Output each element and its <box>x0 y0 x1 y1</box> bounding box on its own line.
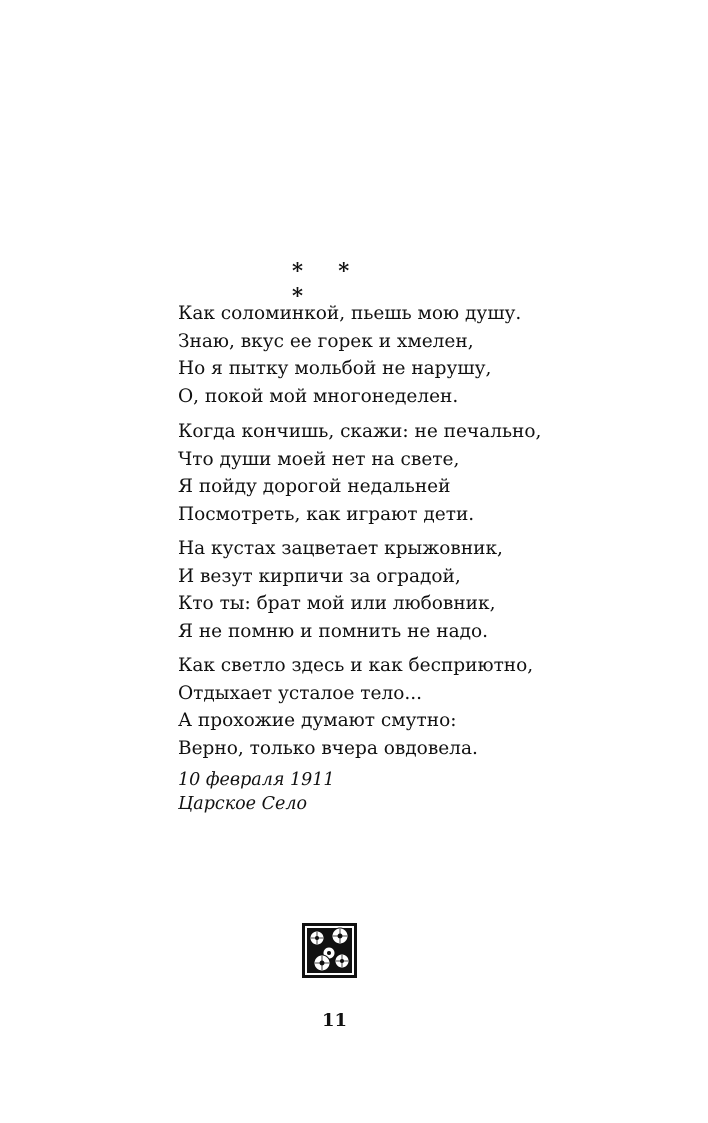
poem-line: Как светло здесь и как бесприютно, <box>178 655 534 676</box>
poem-line: Верно, только вчера овдовела. <box>178 737 478 759</box>
poem-dateline <box>178 768 335 816</box>
poem-line: Посмотреть, как играют дети. <box>178 503 475 525</box>
page-number: 11 <box>322 1010 348 1031</box>
floral-ornament-icon <box>302 923 357 978</box>
poem-line: Я не помню и помнить не надо. <box>178 620 489 642</box>
poem-line: Я пойду дорогой недальней <box>178 476 451 497</box>
poem-line: Отдыхает усталое тело... <box>178 682 422 704</box>
poem-line: Кто ты: брат мой или любовник, <box>178 593 496 614</box>
stanza-1 <box>178 300 638 410</box>
poem-line: И везут кирпичи за оградой, <box>178 565 461 587</box>
poem-line: Когда кончишь, скажи: не печально, <box>178 421 542 442</box>
poem-line: А прохожие думают смутно: <box>178 710 457 731</box>
poem-line: Как соломинкой, пьешь мою душу. <box>178 303 522 324</box>
poem-line: На кустах зацветает крыжовник, <box>178 538 503 559</box>
poem-line: Но я пытку мольбой не нарушу, <box>178 358 492 379</box>
poem-date: 10 февраля 1911 <box>178 770 335 790</box>
stanza-2 <box>178 418 638 528</box>
stanza-4 <box>178 652 638 762</box>
poem-line: Знаю, вкус ее горек и хмелен, <box>178 330 474 352</box>
poem-place: Царское Село <box>178 794 308 814</box>
poem-line: Что души моей нет на свете, <box>178 448 460 470</box>
poem-line: О, покой мой многонеделен. <box>178 385 459 407</box>
section-asterisks: * * * <box>292 258 364 308</box>
stanza-3 <box>178 535 638 645</box>
